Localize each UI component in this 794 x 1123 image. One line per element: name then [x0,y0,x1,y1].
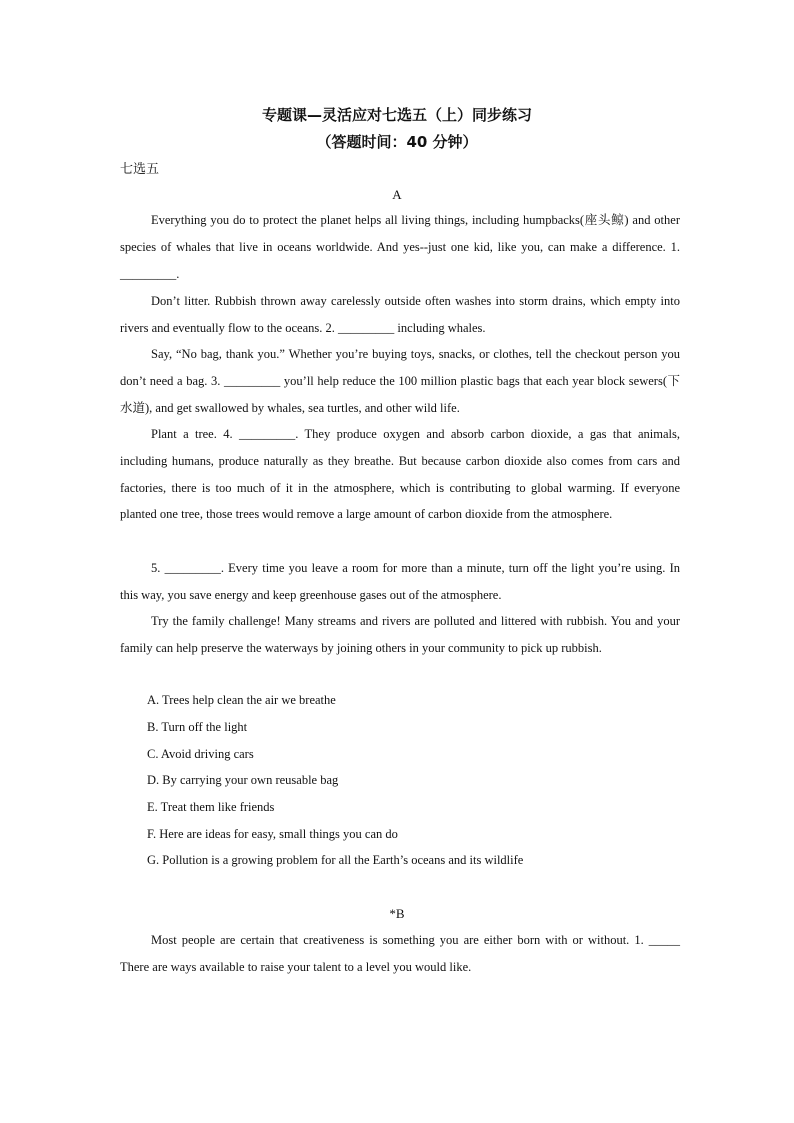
passage-b-paragraph-1: Most people are certain that creativeness is something you are either born with or without. 1. _____ There are ways available to raise your talent to a level you would like. [120,933,680,974]
option-e: E. Treat them like friends [147,800,275,814]
passage-a-paragraph-1: Everything you do to protect the planet helps all living things, including humpbacks(座头鲸) and other species of whales that live in oceans worldwide. And yes--just one kid, like you, can make a difference. 1. _________. [120,213,680,281]
passage-a-paragraph-2: Don’t litter. Rubbish thrown away carelessly outside often washes into storm drains, which empty into rivers and eventually flow to the oceans. 2. _________ including whales. [120,294,680,335]
option-c: C. Avoid driving cars [147,747,254,761]
passage-b-label: *B [389,906,405,921]
option-b: B. Turn off the light [147,720,248,734]
passage-a-paragraph-6: Try the family challenge! Many streams and rivers are polluted and littered with rubbish. You and your family can help preserve the waterways by joining others in your community to pick up rubbish. [120,614,680,655]
option-f: F. Here are ideas for easy, small things you can do [147,827,398,841]
option-a: A. Trees help clean the air we breathe [147,693,336,707]
document-title: 专题课—灵活应对七选五（上）同步练习 [261,106,532,124]
passage-a-paragraph-3: Say, “No bag, thank you.” Whether you’re buying toys, snacks, or clothes, tell the checkout person you don’t need a bag. 3. _________ you’ll help reduce the 100 million plastic bags that each year block sewers(下水道), and get swallowed by whales, sea turtles, and other wild life. [120,347,680,415]
document-subtitle: （答题时间：40 分钟） [316,133,478,151]
passage-a-paragraph-4: Plant a tree. 4. _________. They produce oxygen and absorb carbon dioxide, a gas that animals, including humans, produce naturally as they breathe. But because carbon dioxide also comes from cars and factories, there is too much of it in the atmosphere, which is contributing to global warming. If everyone planted one tree, those trees would remove a large amount of carbon dioxide from the atmosphere. [120,427,680,522]
section-heading: 七选五 [120,162,160,177]
option-g: G. Pollution is a growing problem for all the Earth’s oceans and its wildlife [147,853,524,867]
passage-a-paragraph-5: 5. _________. Every time you leave a room for more than a minute, turn off the light you’re using. In this way, you save energy and keep greenhouse gases out of the atmosphere. [120,561,680,602]
passage-a-label: A [392,187,402,202]
option-d: D. By carrying your own reusable bag [147,773,339,787]
